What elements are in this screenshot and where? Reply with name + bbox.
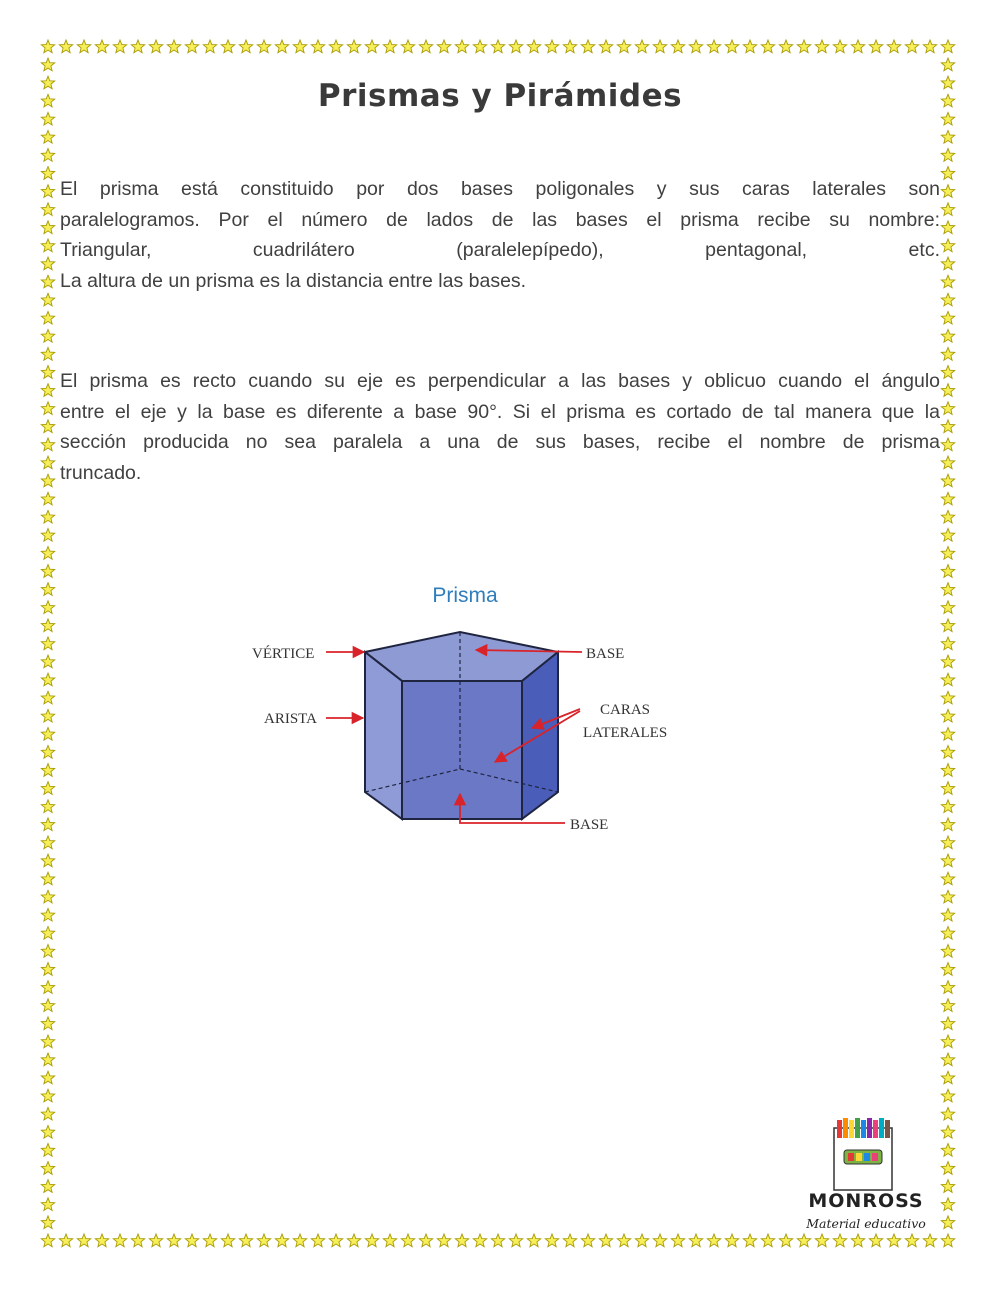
star-icon — [41, 908, 54, 921]
paragraph-line: El prisma es recto cuando su eje es perpendicular a las bases y oblicuo cuando el ángulo — [60, 370, 940, 392]
star-icon — [941, 275, 954, 288]
star-icon — [761, 40, 774, 53]
star-icon — [419, 40, 432, 53]
star-icon — [437, 1234, 450, 1247]
label-lateral-line-1: CARAS — [600, 702, 651, 718]
star-icon — [941, 1198, 954, 1211]
star-icon — [401, 1234, 414, 1247]
star-icon — [491, 40, 504, 53]
star-icon — [41, 872, 54, 885]
star-icon — [707, 40, 720, 53]
star-icon — [671, 1234, 684, 1247]
star-icon — [941, 800, 954, 813]
star-icon — [41, 927, 54, 940]
star-icon — [941, 420, 954, 433]
star-icon — [41, 438, 54, 451]
star-icon — [635, 1234, 648, 1247]
star-icon — [41, 1198, 54, 1211]
star-icon — [41, 1180, 54, 1193]
star-icon — [545, 40, 558, 53]
paragraph-line: Triangular, cuadrilátero (paralelepípedo), pentagonal, etc. — [60, 239, 940, 261]
star-icon — [41, 257, 54, 270]
star-icon — [293, 40, 306, 53]
star-icon — [941, 999, 954, 1012]
star-icon — [941, 1107, 954, 1120]
star-icon — [617, 1234, 630, 1247]
star-icon — [59, 40, 72, 53]
star-icon — [41, 963, 54, 976]
label-vertex: VÉRTICE — [252, 646, 315, 662]
star-icon — [815, 40, 828, 53]
star-icon — [941, 746, 954, 759]
star-icon — [563, 1234, 576, 1247]
star-icon — [185, 40, 198, 53]
star-icon — [41, 1053, 54, 1066]
star-icon — [941, 890, 954, 903]
star-icon — [77, 1234, 90, 1247]
star-icon — [41, 782, 54, 795]
star-icon — [941, 908, 954, 921]
star-icon — [41, 601, 54, 614]
label-lateral-line-2: LATERALES — [583, 725, 668, 741]
star-icon — [203, 40, 216, 53]
star-icon — [293, 1234, 306, 1247]
star-icon — [941, 239, 954, 252]
star-icon — [455, 40, 468, 53]
star-icon — [41, 547, 54, 560]
star-icon — [473, 1234, 486, 1247]
star-icon — [41, 1107, 54, 1120]
star-icon — [41, 348, 54, 361]
star-icon — [41, 330, 54, 343]
star-icon — [41, 746, 54, 759]
star-icon — [653, 1234, 666, 1247]
paragraph-line: La altura de un prisma es la distancia entre las bases. — [60, 269, 527, 292]
star-icon — [941, 167, 954, 180]
star-icon — [941, 1216, 954, 1229]
star-icon — [41, 673, 54, 686]
star-icon — [401, 40, 414, 53]
star-icon — [203, 1234, 216, 1247]
star-icon — [329, 40, 342, 53]
star-icon — [797, 40, 810, 53]
crayon-box-icon — [834, 1118, 892, 1190]
star-icon — [275, 1234, 288, 1247]
star-icon — [941, 637, 954, 650]
star-icon — [113, 40, 126, 53]
paragraph-prism-types — [60, 366, 940, 488]
star-icon — [941, 818, 954, 831]
star-icon — [941, 764, 954, 777]
star-icon — [941, 203, 954, 216]
star-icon — [941, 1162, 954, 1175]
star-icon — [941, 601, 954, 614]
star-icon — [941, 927, 954, 940]
star-icon — [41, 565, 54, 578]
star-icon — [167, 40, 180, 53]
star-icon — [941, 402, 954, 415]
star-icon — [887, 40, 900, 53]
star-icon — [311, 1234, 324, 1247]
star-icon — [941, 1017, 954, 1030]
star-icon — [941, 782, 954, 795]
star-icon — [941, 1071, 954, 1084]
star-icon — [41, 945, 54, 958]
star-icon — [545, 1234, 558, 1247]
star-icon — [941, 1126, 954, 1139]
prism-front-face — [402, 681, 522, 819]
star-icon — [41, 1071, 54, 1084]
star-icon — [41, 854, 54, 867]
star-icon — [131, 40, 144, 53]
star-icon — [41, 167, 54, 180]
star-icon — [41, 981, 54, 994]
star-icon — [41, 1234, 54, 1247]
paragraph-line: sección producida no sea paralela a una de sus bases, recibe el nombre de prisma — [60, 431, 940, 453]
label-base-top: BASE — [586, 646, 625, 662]
figure-title: Prisma — [432, 584, 498, 607]
star-icon — [941, 348, 954, 361]
star-icon — [41, 583, 54, 596]
star-icon — [941, 981, 954, 994]
page-title: Prismas y Pirámides — [317, 78, 683, 114]
star-icon — [41, 728, 54, 741]
logo-tagline: Material educativo — [806, 1216, 926, 1231]
star-icon — [41, 709, 54, 722]
star-icon — [941, 58, 954, 71]
star-icon — [221, 40, 234, 53]
star-icon — [941, 565, 954, 578]
star-icon — [743, 40, 756, 53]
star-icon — [95, 1234, 108, 1247]
star-icon — [941, 293, 954, 306]
star-icon — [581, 1234, 594, 1247]
star-icon — [941, 149, 954, 162]
star-icon — [617, 40, 630, 53]
star-icon — [707, 1234, 720, 1247]
star-icon — [41, 836, 54, 849]
star-icon — [941, 836, 954, 849]
star-icon — [41, 890, 54, 903]
star-icon — [131, 1234, 144, 1247]
star-icon — [923, 40, 936, 53]
star-icon — [41, 131, 54, 144]
star-icon — [941, 728, 954, 741]
star-icon — [455, 1234, 468, 1247]
star-icon — [275, 40, 288, 53]
star-icon — [671, 40, 684, 53]
star-icon — [41, 999, 54, 1012]
star-icon — [347, 1234, 360, 1247]
star-icon — [941, 1089, 954, 1102]
star-icon — [41, 1126, 54, 1139]
star-icon — [41, 492, 54, 505]
star-icon — [41, 1017, 54, 1030]
label-base-bottom: BASE — [570, 817, 609, 833]
star-icon — [941, 438, 954, 451]
star-icon — [473, 40, 486, 53]
star-icon — [41, 239, 54, 252]
star-icon — [41, 764, 54, 777]
prism-left-face — [365, 652, 402, 819]
star-icon — [833, 40, 846, 53]
star-icon — [41, 420, 54, 433]
star-icon — [239, 1234, 252, 1247]
star-icon — [329, 1234, 342, 1247]
paragraph-line: paralelogramos. Por el número de lados de las bases el prisma recibe su nombre: — [60, 208, 940, 231]
star-icon — [41, 818, 54, 831]
star-icon — [941, 474, 954, 487]
star-icon — [941, 691, 954, 704]
star-icon — [941, 185, 954, 198]
star-icon — [941, 872, 954, 885]
star-icon — [41, 637, 54, 650]
star-icon — [941, 583, 954, 596]
star-icon — [941, 529, 954, 542]
star-icon — [41, 474, 54, 487]
star-icon — [113, 1234, 126, 1247]
star-icon — [257, 1234, 270, 1247]
star-icon — [941, 311, 954, 324]
star-icon — [779, 40, 792, 53]
paragraph-line: entre el eje y la base es diferente a base 90°. Si el prisma es cortado de tal manera que la — [60, 400, 940, 423]
star-icon — [437, 40, 450, 53]
star-icon — [59, 1234, 72, 1247]
star-icon — [41, 655, 54, 668]
star-icon — [941, 619, 954, 632]
star-icon — [509, 1234, 522, 1247]
star-icon — [41, 402, 54, 415]
label-lateral-faces — [583, 702, 667, 741]
star-icon — [941, 330, 954, 343]
star-icon — [383, 1234, 396, 1247]
star-icon — [941, 709, 954, 722]
star-icon — [689, 40, 702, 53]
star-icon — [941, 257, 954, 270]
star-icon — [419, 1234, 432, 1247]
paragraph-line: truncado. — [60, 461, 142, 484]
star-icon — [149, 1234, 162, 1247]
star-icon — [41, 185, 54, 198]
star-icon — [41, 112, 54, 125]
star-icon — [599, 1234, 612, 1247]
star-icon — [365, 40, 378, 53]
star-icon — [167, 1234, 180, 1247]
star-icon — [509, 40, 522, 53]
star-icon — [941, 456, 954, 469]
star-icon — [365, 1234, 378, 1247]
star-icon — [383, 40, 396, 53]
star-icon — [41, 203, 54, 216]
star-icon — [77, 40, 90, 53]
star-icon — [41, 366, 54, 379]
star-icon — [41, 1216, 54, 1229]
star-icon — [941, 1144, 954, 1157]
star-icon — [185, 1234, 198, 1247]
star-icon — [527, 1234, 540, 1247]
star-icon — [761, 1234, 774, 1247]
star-icon — [635, 40, 648, 53]
star-icon — [941, 366, 954, 379]
star-icon — [239, 40, 252, 53]
star-icon — [689, 1234, 702, 1247]
star-icon — [41, 619, 54, 632]
star-icon — [599, 40, 612, 53]
star-icon — [41, 1035, 54, 1048]
star-icon — [941, 492, 954, 505]
star-icon — [41, 311, 54, 324]
star-icon — [41, 529, 54, 542]
star-icon — [941, 1053, 954, 1066]
star-icon — [941, 963, 954, 976]
star-icon — [41, 40, 54, 53]
star-icon — [941, 510, 954, 523]
star-icon — [491, 1234, 504, 1247]
star-icon — [869, 40, 882, 53]
star-icon — [41, 221, 54, 234]
star-icon — [149, 40, 162, 53]
star-icon — [941, 945, 954, 958]
star-icon — [653, 40, 666, 53]
star-icon — [905, 40, 918, 53]
star-icon — [941, 384, 954, 397]
star-icon — [41, 384, 54, 397]
star-icon — [41, 456, 54, 469]
logo-name: MONROSS — [808, 1190, 924, 1212]
star-icon — [941, 112, 954, 125]
star-icon — [41, 149, 54, 162]
star-icon — [41, 510, 54, 523]
star-icon — [581, 40, 594, 53]
star-icon — [725, 1234, 738, 1247]
star-icon — [221, 1234, 234, 1247]
star-icon — [941, 131, 954, 144]
star-icon — [41, 800, 54, 813]
star-icon — [941, 221, 954, 234]
star-icon — [941, 547, 954, 560]
star-icon — [41, 1089, 54, 1102]
star-icon — [527, 40, 540, 53]
star-icon — [941, 673, 954, 686]
star-icon — [941, 40, 954, 53]
paragraph-line: El prisma está constituido por dos bases poligonales y sus caras laterales son — [60, 178, 940, 200]
label-edge: ARISTA — [264, 711, 317, 727]
star-icon — [743, 1234, 756, 1247]
star-icon — [563, 40, 576, 53]
star-icon — [851, 40, 864, 53]
star-icon — [257, 40, 270, 53]
star-icon — [41, 58, 54, 71]
star-icon — [41, 691, 54, 704]
star-icon — [725, 40, 738, 53]
star-icon — [941, 1234, 954, 1247]
star-icon — [41, 275, 54, 288]
monross-logo — [800, 1108, 940, 1238]
paragraph-prism-definition — [60, 174, 940, 296]
star-icon — [941, 1180, 954, 1193]
star-icon — [41, 293, 54, 306]
star-icon — [41, 1162, 54, 1175]
star-icon — [779, 1234, 792, 1247]
star-icon — [311, 40, 324, 53]
star-icon — [41, 1144, 54, 1157]
star-icon — [941, 854, 954, 867]
star-icon — [95, 40, 108, 53]
star-icon — [347, 40, 360, 53]
star-icon — [941, 1035, 954, 1048]
prism-diagram — [240, 572, 700, 842]
star-icon — [941, 655, 954, 668]
